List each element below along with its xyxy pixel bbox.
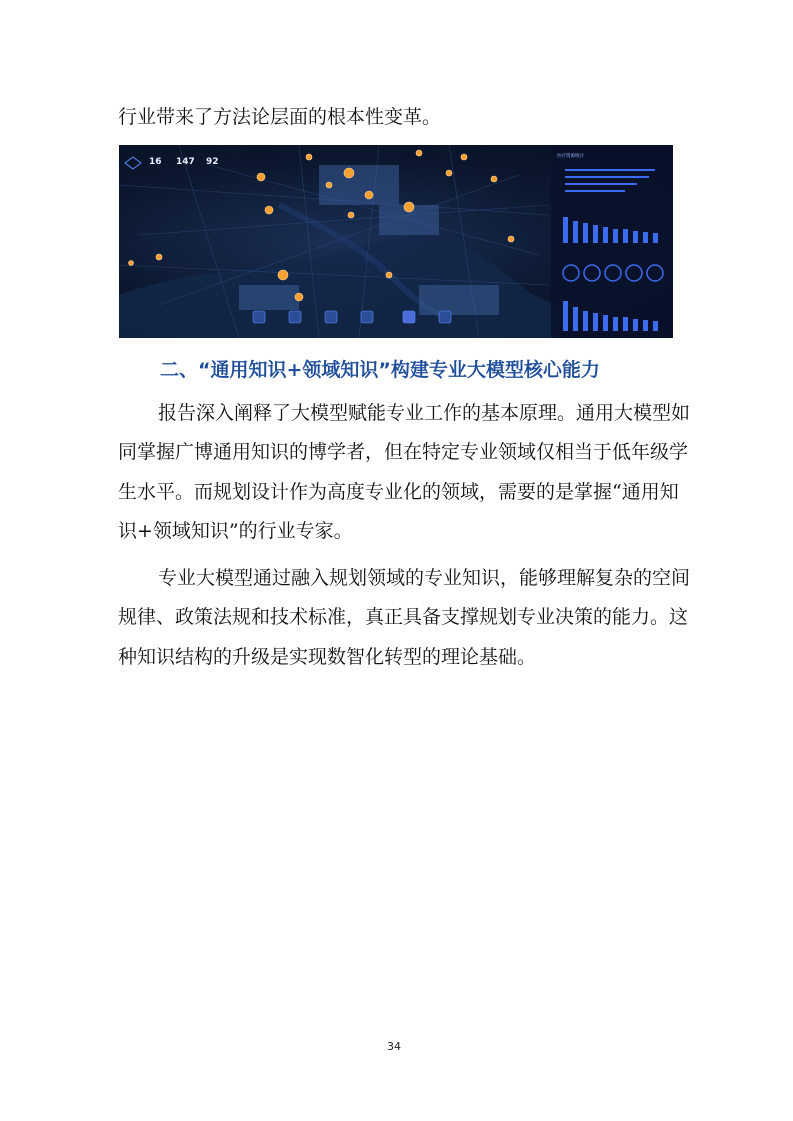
intro-line: 行业带来了方法论层面的根本性变革。 [118,106,442,128]
para2-line-1: 专业大模型通过融入规划领域的专业知识，能够理解复杂的空间 [158,567,691,589]
page-number: 34 [387,1040,401,1053]
panel-title: 医疗资源统计 [557,154,584,159]
section-heading: 二、“通用知识+领域知识”构建专业大模型核心能力 [160,359,600,381]
para1-line-1: 报告深入阐释了大模型赋能专业工作的基本原理。通用大模型如 [158,402,691,424]
map-graphic [119,145,673,338]
para1-line-4: 识+领域知识”的行业专家。 [118,520,353,542]
stat-value-1: 16 [149,157,162,167]
stat-value-2: 147 [176,157,195,167]
city-dashboard-figure [119,145,673,338]
stat-value-3: 92 [206,157,219,167]
para2-line-2: 规律、政策法规和技术标准，真正具备支撑规划专业决策的能力。这 [118,606,689,628]
para1-line-2: 同掌握广博通用知识的博学者，但在特定专业领域仅相当于低年级学 [118,441,689,463]
para1-line-3: 生水平。而规划设计作为高度专业化的领域，需要的是掌握“通用知 [118,481,679,503]
para2-line-3: 种知识结构的升级是实现数智化转型的理论基础。 [118,646,537,668]
